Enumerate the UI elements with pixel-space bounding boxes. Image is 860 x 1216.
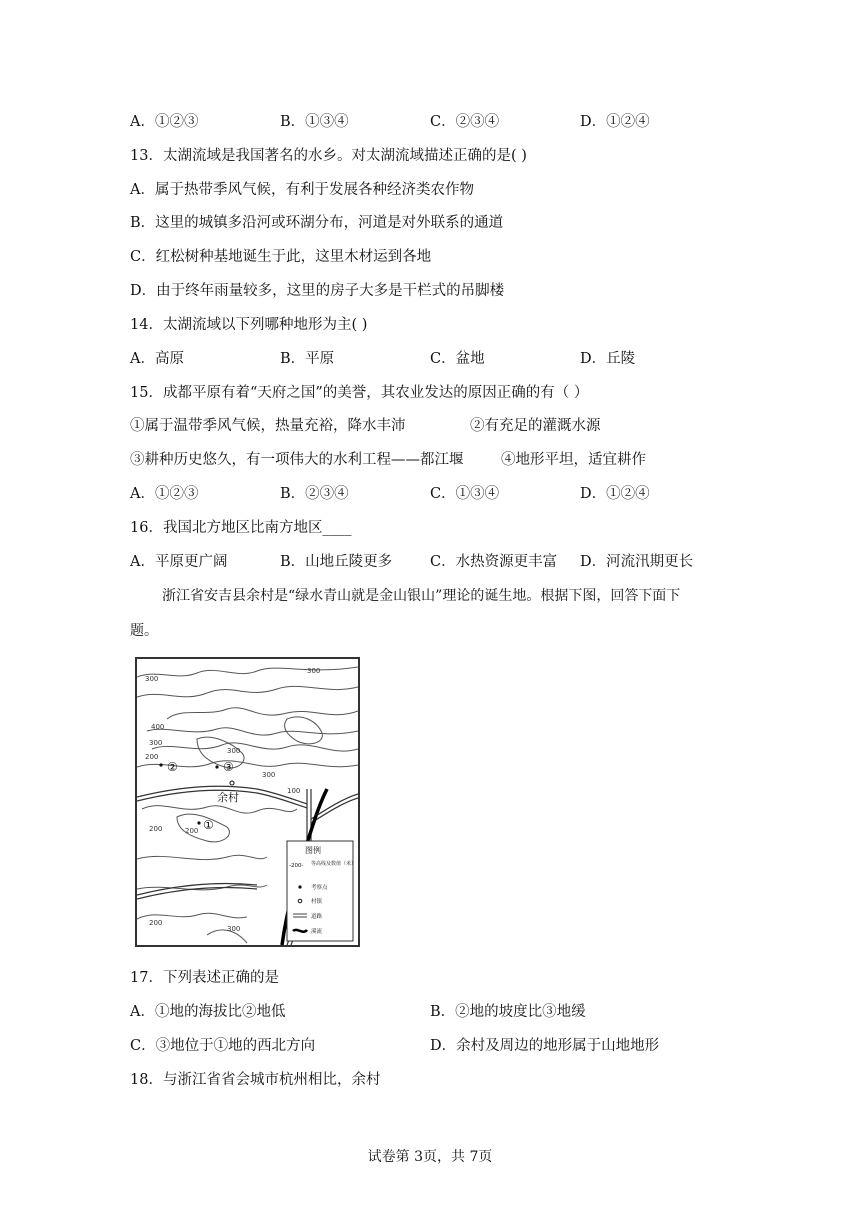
q14-option-b: B．平原 [280,351,335,367]
q17-option-d: D．余村及周边的地形属于山地地形 [430,1038,660,1054]
q12-option-a: A．①②③ [130,114,199,130]
q16-option-a: A．平原更广阔 [130,554,228,570]
q15-statement-3: ③耕种历史悠久，有一项伟大的水利工程——都江堰 [130,452,464,468]
q18-stem: 18．与浙江省省会城市杭州相比，余村 [130,1072,381,1088]
q13-option-c: C．红松树种基地诞生于此，这里木材运到各地 [130,249,432,265]
q15-option-b: B．②③④ [280,486,349,502]
intro-line-1: 浙江省安吉县余村是“绿水青山就是金山银山”理论的诞生地。根据下图，回答下面下 [162,588,681,604]
q14-option-c: C．盆地 [430,351,485,367]
svg-text:300: 300 [227,925,241,933]
legend-title: 图例 [305,846,321,855]
q13-stem: 13．太湖流域是我国著名的水乡。对太湖流域描述正确的是( ) [130,148,527,164]
q16-option-b: B．山地丘陵更多 [280,554,393,570]
point-1-label: ① [203,818,214,832]
legend-town: 村镇 [311,899,323,905]
q12-option-c: C．②③④ [430,114,500,130]
q13-option-a: A．属于热带季风气候，有利于发展各种经济类农作物 [130,182,474,198]
legend-stream: 溪流 [311,929,323,935]
q17-option-b: B．②地的坡度比③地缓 [430,1004,586,1020]
intro-line-2: 题。 [130,623,158,639]
legend-contour-value: -200- [289,863,304,869]
q14-option-d: D．丘陵 [580,351,636,367]
q15-statement-4: ④地形平坦，适宜耕作 [501,452,646,468]
svg-text:200: 200 [185,827,199,835]
q15-option-a: A．①②③ [130,486,199,502]
legend-contour: 等高线及数值（米） [311,861,357,867]
contour-map [135,657,360,947]
svg-text:300: 300 [149,739,163,747]
svg-text:200: 200 [149,919,163,927]
page-footer: 试卷第 3页，共 7页 [367,1149,493,1165]
q14-stem: 14．太湖流域以下列哪种地形为主( ) [130,317,368,333]
point-3-label: ③ [223,760,234,774]
q15-option-d: D．①②④ [580,486,650,502]
q17-stem: 17．下列表述正确的是 [130,970,279,986]
svg-text:300: 300 [227,747,241,755]
svg-text:100: 100 [287,787,301,795]
svg-text:300: 300 [262,771,276,779]
point-2-label: ② [167,760,178,774]
q15-statement-2: ②有充足的灌溉水源 [470,418,601,434]
q13-option-d: D．由于终年雨量较多，这里的房子大多是干栏式的吊脚楼 [130,283,505,299]
q17-option-a: A．①地的海拔比②地低 [130,1004,286,1020]
q15-statement-1: ①属于温带季风气候，热量充裕，降水丰沛 [130,418,406,434]
q16-option-c: C．水热资源更丰富 [430,554,558,570]
svg-text:300: 300 [145,675,159,683]
q15-stem: 15．成都平原有着“天府之国”的美誉，其农业发达的原因正确的有（ ） [130,385,589,401]
village-label: 余村 [217,791,239,804]
map-legend [287,841,356,941]
q16-stem: 16．我国北方地区比南方地区____ [130,520,352,536]
q12-option-b: B．①③④ [280,114,349,130]
svg-text:200: 200 [145,753,159,761]
q17-option-c: C．③地位于①地的西北方向 [130,1038,316,1054]
legend-road: 道路 [311,914,323,920]
svg-text:300: 300 [307,667,321,675]
q14-option-a: A．高原 [130,351,184,367]
svg-text:400: 400 [151,723,165,731]
q15-option-c: C．①③④ [430,486,500,502]
q16-option-d: D．河流汛期更长 [580,554,694,570]
q13-option-b: B．这里的城镇多沿河或环湖分布，河道是对外联系的通道 [130,215,504,231]
legend-survey: 考察点 [311,885,328,891]
svg-text:200: 200 [149,825,163,833]
q12-option-d: D．①②④ [580,114,650,130]
